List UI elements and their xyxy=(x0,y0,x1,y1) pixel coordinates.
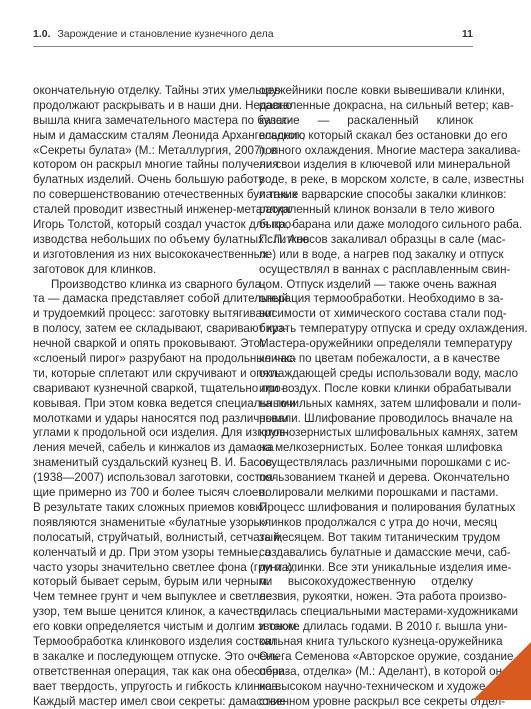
text-line: П. П. Аносов закаливал образцы в сале (мас- xyxy=(259,232,506,246)
text-line: ли высокохудожественную отделку xyxy=(259,575,473,589)
header-divider xyxy=(33,46,473,47)
text-line: ровали. Шлифование проводилось вначале на xyxy=(259,411,513,425)
text-line: часто узоры значительно светлее фона (грунта), xyxy=(33,560,296,574)
text-line: сваривают кузнечной сваркой, тщательно про- xyxy=(33,381,285,395)
text-line: быка, барана или даже молодого сильного раба. xyxy=(259,218,523,232)
text-line: коленчатый и др. При этом узоры темные, а xyxy=(33,545,271,559)
text-line: щие примерно из 700 и более тысяч слоев. xyxy=(33,486,268,500)
text-line: за месяцем. Вот таким титаническим трудом xyxy=(259,530,501,544)
arrow-right-icon xyxy=(512,618,521,630)
text-line: булатных изделий. Очень большую работу xyxy=(33,173,265,187)
text-line: В результате таких сложных приемов ковки xyxy=(33,500,267,514)
text-line: лезвия, рукоятки, ножен. Эта работа произво- xyxy=(259,590,507,604)
text-line: дилась специальными мастерами-художниками xyxy=(259,605,519,619)
page-number: 11 xyxy=(461,28,473,40)
text-line: и такие варварские способы закалки клинков: xyxy=(259,188,507,202)
section-title: Зарождение и становление кузнечного дела xyxy=(57,28,274,40)
text-line: заготовок для клинков. xyxy=(33,262,157,276)
text-line: на высоком научно-техническом и художе- xyxy=(259,679,490,693)
text-line: на мелкозернистых. Более тонкая шлифовка xyxy=(259,441,503,455)
text-line: и также длилась годами. В 2010 г. вышла уни- xyxy=(259,620,508,634)
text-line: ответственная операция, так как она обеспечи- xyxy=(33,664,289,678)
text-line: который бывает серым, бурым или черным. xyxy=(33,575,270,589)
text-line: «Секреты булата» (М.: Металлургия, 2007), в xyxy=(33,143,277,157)
text-line: создавались булатные и дамасские мечи, саб- xyxy=(259,545,511,559)
text-line: ли и клинки. Все эти уникальные изделия име- xyxy=(259,560,512,574)
text-line: бирать температуру отпуска и среду охлаждения. xyxy=(259,322,528,336)
left-text-column xyxy=(33,84,310,709)
text-line: полировали мелкими порошками и пастами. xyxy=(259,486,499,500)
text-line: полосатый, струйчатый, волнистый, сетчатый, xyxy=(33,530,283,544)
text-line: в закалке и последующем отпуске. Это очень xyxy=(33,649,279,663)
text-line: ковывая. При этом ковка ведется специальными xyxy=(33,396,296,410)
text-line: всадник, который скакал без остановки до его xyxy=(259,128,508,142)
text-line: вышла книга замечательного мастера по булат- xyxy=(33,113,292,127)
text-line: Термообработка клинкового изделия состоит xyxy=(33,634,278,648)
text-line: раскаленный клинок вонзали в тело живого xyxy=(259,203,495,217)
text-line: по совершенствованию отечественных булатных xyxy=(33,188,298,202)
text-line: узор, тем выше ценится клинок, а качество xyxy=(33,605,266,619)
text-line: «слоеный пирог» разрубают на продольные час- xyxy=(33,352,297,366)
page-header xyxy=(0,0,531,54)
text-line: ти, которые сплетают или скручивают и опять xyxy=(33,366,281,380)
text-line: в полосу, затем ее складывают, сваривают куз- xyxy=(33,322,288,336)
section-number: 1.0. xyxy=(33,28,51,40)
text-line: цом. Отпуск изделий — также очень важная xyxy=(259,277,497,291)
text-line: крупнозернистых шлифовальных камнях, затем xyxy=(259,426,518,440)
text-line: висимости от химического состава стали под- xyxy=(259,307,507,321)
text-line: нечной сваркой и опять проковывают. Этот xyxy=(33,337,266,351)
text-line: ления мечей, сабель и кинжалов из дамаска xyxy=(33,441,274,455)
text-line: или воздух. После ковки клинки обрабатывали xyxy=(259,381,512,395)
text-line: воде, в реке, в морском холсте, в сале, известны xyxy=(259,173,525,187)
text-line: изводства небольших по объему булатных слитков xyxy=(33,232,310,246)
text-line: на точильных камнях, затем шлифовали и поли- xyxy=(259,396,522,410)
text-line: клинков продолжался с утра до ночи, месяц xyxy=(259,515,498,529)
text-line: клинка по цветам побежалости, а в качестве xyxy=(259,352,501,366)
text-line: кальная книга тульского кузнеца-оружейника xyxy=(259,634,503,648)
text-line: ным и дамасским сталям Леонида Архангельского xyxy=(33,128,306,142)
text-line: продолжают раскрывать и в наши дни. Недавно xyxy=(33,98,292,112)
text-line: осуществлялась различными порошками с ис- xyxy=(259,456,511,470)
text-line: его ковки определяется чистым и долгим звоном. xyxy=(33,620,300,634)
text-line: ственном уровне раскрыл все секреты отдел- xyxy=(259,694,506,708)
text-line: котором он раскрыл многие тайны получения xyxy=(33,158,279,172)
text-line: и трудоемкий процесс: заготовку вытягивают xyxy=(33,307,276,321)
section-heading xyxy=(33,28,274,40)
text-line: ле) или в воде, а нагрев под закалку и отпуск xyxy=(259,247,504,261)
text-line: вает твердость, упругость и гибкость клинков. xyxy=(33,679,281,693)
text-line: знаменитый суздальский кузнец В. И. Басов xyxy=(33,456,273,470)
text-line: Мастера-оружейники определяли температуру xyxy=(259,337,513,351)
text-line: та — дамаска представляет собой длительный xyxy=(33,292,289,306)
text-line: Чем темнее грунт и чем выпуклее и светлее xyxy=(33,590,273,604)
right-text-column xyxy=(259,84,528,709)
text-line: Производство клинка из сварного була- xyxy=(51,277,265,291)
text-line: молотками и удары наносятся под различными xyxy=(33,411,289,425)
text-line: углами к продольной оси изделия. Для изготов- xyxy=(33,426,290,440)
text-line: полного охлаждения. Многие мастера закалива- xyxy=(259,143,521,157)
text-line: окончательную отделку. Тайны этих умельцев xyxy=(33,84,281,97)
text-line: Процесс шлифования и полирования булатных xyxy=(259,500,516,514)
text-line: сталей проводит известный инженер-металлург xyxy=(33,203,293,217)
text-line: охлаждающей среды использовали воду, масло xyxy=(259,366,519,380)
text-line: казские — раскаленный клинок xyxy=(259,113,473,127)
text-line: осуществлял в ваннах с расплавленным свин- xyxy=(259,262,511,276)
text-line: Олега Семенова «Авторское оружие, создание xyxy=(259,649,514,663)
text-line: Игорь Толстой, который создал участок для про- xyxy=(33,218,296,232)
text-line: пользованием тканей и дерева. Окончательно xyxy=(259,471,510,485)
text-line: раскаленные докрасна, на сильный ветер; кав- xyxy=(259,98,514,112)
text-line: появляются знаменитые «булатные узоры»: xyxy=(33,515,272,529)
text-line: (1938—2007) использовал заготовки, состоя- xyxy=(33,471,277,485)
text-line: и изготовления из них высококачественных xyxy=(33,247,268,261)
text-line: ли свои изделия в ключевой или минеральной xyxy=(259,158,511,172)
next-page-corner[interactable] xyxy=(473,642,531,700)
text-line: оружейники после ковки вывешивали клинки, xyxy=(259,84,505,97)
text-line: операция термообработки. Необходимо в за- xyxy=(259,292,504,306)
text-line: образа, отделка» (М.: Аделант), в которой он xyxy=(259,664,503,678)
text-line: Каждый мастер имел свои секреты: дамасские xyxy=(33,694,286,708)
